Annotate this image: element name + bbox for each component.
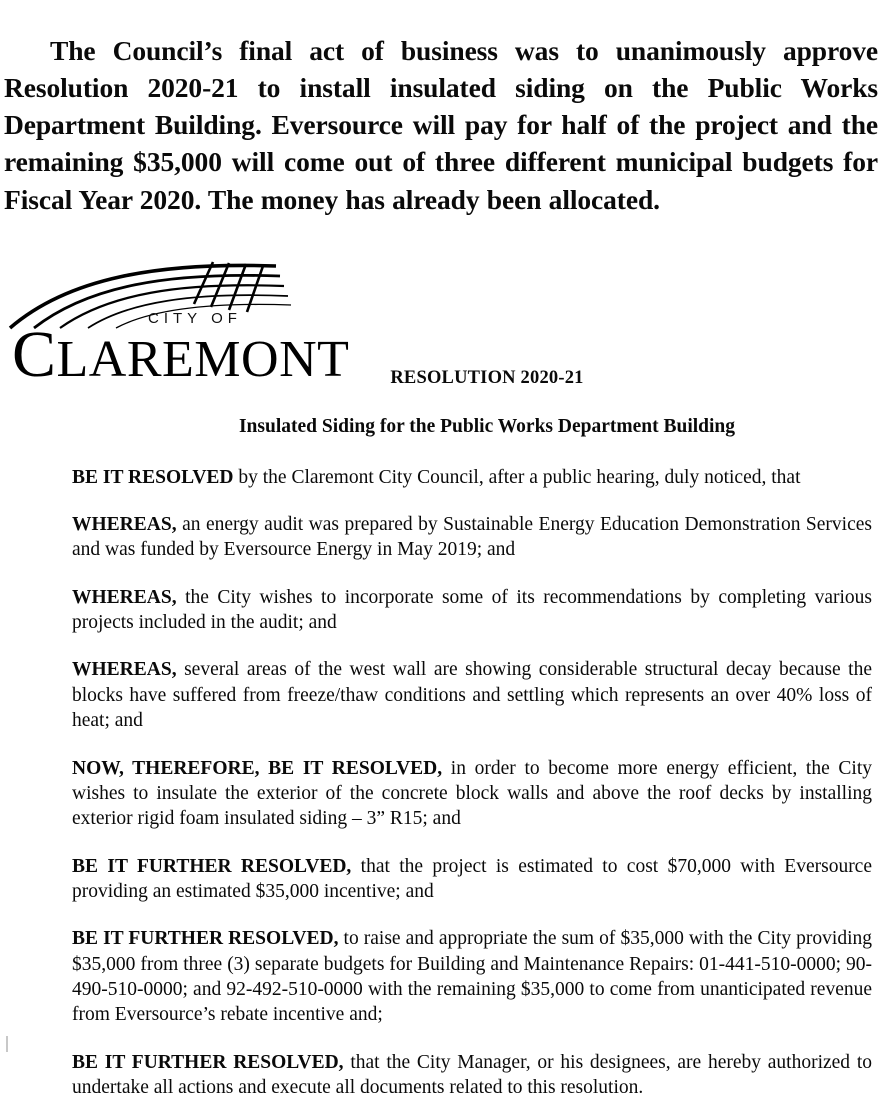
- resolution-paragraph-lead: BE IT RESOLVED: [72, 466, 234, 488]
- resolution-paragraph: [72, 585, 872, 636]
- resolution-paragraph-text: several areas of the west wall are showing considerable structural decay because the blocks have suffered from freeze/thaw conditions and settling which represents an over 40% loss of heat; and: [72, 659, 872, 732]
- logo-city-of-text: CITY OF: [148, 309, 242, 327]
- resolution-paragraph-lead: BE IT FURTHER RESOLVED,: [72, 855, 352, 877]
- resolution-paragraph: [72, 926, 872, 1027]
- resolution-paragraph-lead: BE IT FURTHER RESOLVED,: [72, 1051, 344, 1073]
- resolution-paragraph: [72, 854, 872, 905]
- resolution-paragraph-lead: WHEREAS,: [72, 514, 177, 536]
- resolution-paragraph-text: that the project is estimated to cost $70,000 with Eversource providing an estimated $35,000 incentive; and: [72, 855, 872, 902]
- resolution-paragraph-text: in order to become more energy efficient, the City wishes to insulate the exterior of the concrete block walls and above the roof decks by installing exterior rigid foam insulated siding – 3” R15; and: [72, 757, 872, 830]
- resolution-document: [72, 368, 872, 1101]
- resolution-paragraph-lead: WHEREAS,: [72, 659, 177, 681]
- scan-artifact: [6, 1036, 8, 1052]
- document-page: [0, 28, 884, 1108]
- resolution-paragraph-text: by the Claremont City Council, after a public hearing, duly noticed, that: [233, 466, 801, 488]
- resolution-title: RESOLUTION 2020-21: [390, 367, 584, 388]
- resolution-paragraph: [72, 657, 872, 733]
- resolution-paragraph-lead: NOW, THEREFORE, BE IT RESOLVED,: [72, 757, 443, 779]
- resolution-paragraph: [72, 756, 872, 832]
- resolution-paragraph-text: the City wishes to incorporate some of its recommendations by completing various projects included in the audit; and: [72, 586, 872, 634]
- resolution-paragraph-text: to raise and appropriate the sum of $35,000 with the City providing $35,000 from three (3) separate budgets for Building and Maintenance Repairs: 01-441-510-0000; 90-490-510-0000; and 92-492-510-0000 with the remaining $35,000 to come from unanticipated revenue from Eversource’s rebate incentive and;: [72, 928, 872, 1026]
- resolution-paragraph: [72, 1050, 872, 1101]
- logo-initial: C: [12, 317, 57, 391]
- intro-paragraph: The Council’s final act of business was to unanimously approve Resolution 2020-21 to install insulated siding on the Public Works Department Building. Eversource will pay for half of the project and the remaining $35,000 will come out of three different municipal budgets for Fiscal Year 2020. The money has already been allocated.: [4, 34, 878, 215]
- resolution-paragraph-text: an energy audit was prepared by Sustainable Energy Education Demonstration Services and was funded by Eversource Energy in May 2019; and: [72, 514, 872, 561]
- logo-name-rest: LAREMONT: [56, 330, 350, 388]
- resolution-body: [72, 465, 872, 1101]
- resolution-paragraph-text: that the City Manager, or his designees, are hereby authorized to undertake all actions and execute all documents related to this resolution.: [72, 1051, 872, 1098]
- resolution-paragraph: [72, 512, 872, 563]
- resolution-paragraph-lead: WHEREAS,: [72, 586, 177, 608]
- resolution-subtitle: Insulated Siding for the Public Works Department Building: [238, 415, 736, 437]
- resolution-paragraph-lead: BE IT FURTHER RESOLVED,: [72, 928, 339, 950]
- resolution-paragraph: [72, 465, 872, 490]
